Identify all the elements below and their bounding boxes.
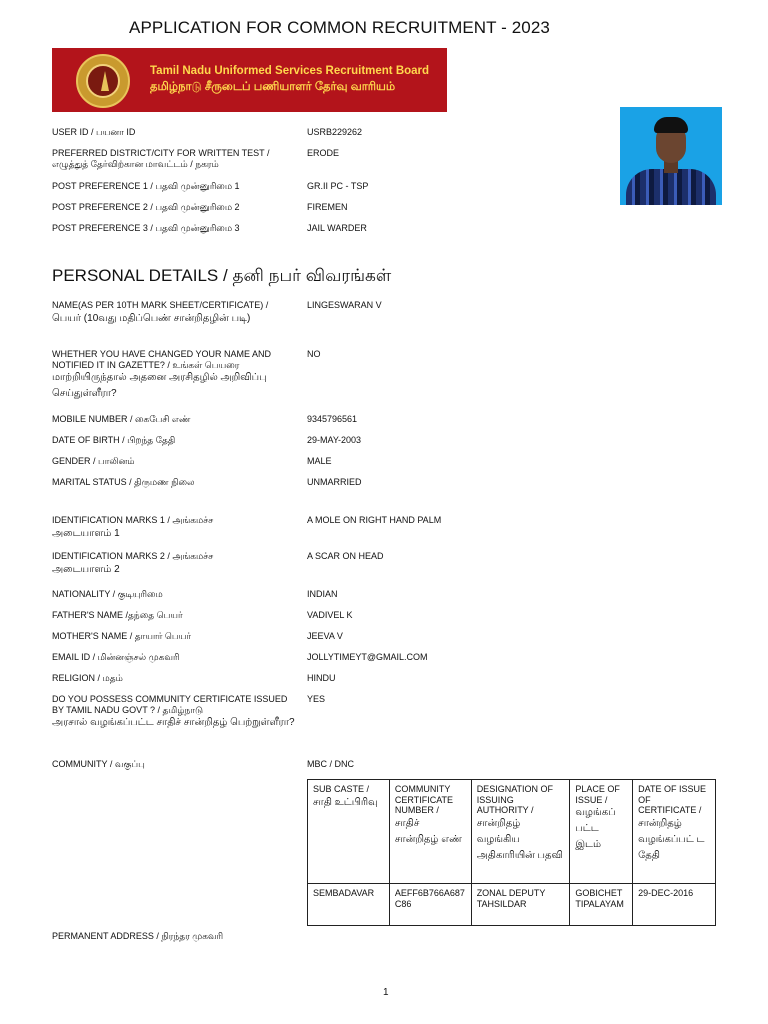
table-cell: 29-DEC-2016 [633, 884, 716, 926]
post-pref-1-label: POST PREFERENCE 1 / பதவி முன்னுரிமை 1 [52, 181, 240, 191]
table-header-row [308, 780, 716, 884]
nationality-label: NATIONALITY / குடியுரிமை [52, 589, 163, 599]
community-cert-value: YES [307, 694, 326, 704]
id-mark-1-label: IDENTIFICATION MARKS 1 / அங்கமச்ச அடையாளம் 1 [52, 515, 214, 539]
table-cell: SEMBADAVAR [308, 884, 390, 926]
table-header-cell: DESIGNATION OF ISSUING AUTHORITY / சான்றிதழ் வழங்கிய அதிகாரியின் பதவி [471, 780, 570, 884]
mother-name-value: JEEVA V [307, 631, 343, 641]
father-name-label: FATHER'S NAME /தந்தை பெயர் [52, 610, 183, 620]
dob-label: DATE OF BIRTH / பிறந்த தேதி [52, 435, 176, 445]
table-header-cell: PLACE OF ISSUE / வழங்கப் பட்ட இடம் [570, 780, 633, 884]
table-header-cell: SUB CASTE / சாதி உட்பிரிவு [308, 780, 390, 884]
page-title: APPLICATION FOR COMMON RECRUITMENT - 2023 [129, 18, 550, 37]
table-cell: ZONAL DEPUTY TAHSILDAR [471, 884, 570, 926]
gender-label: GENDER / பாலினம் [52, 456, 135, 466]
board-banner [52, 48, 447, 112]
user-id-label: USER ID / பயனா ID [52, 127, 136, 137]
table-cell: AEFF6B766A687C86 [389, 884, 471, 926]
email-value: JOLLYTIMEYT@GMAIL.COM [307, 652, 428, 662]
nationality-value: INDIAN [307, 589, 338, 599]
tnusrb-emblem-icon [76, 54, 130, 108]
father-name-value: VADIVEL K [307, 610, 353, 620]
religion-value: HINDU [307, 673, 336, 683]
mother-name-label: MOTHER'S NAME / தாயார் பெயர் [52, 631, 192, 641]
district-value: ERODE [307, 148, 340, 158]
name-value: LINGESWARAN V [307, 300, 382, 310]
banner-tamil: தமிழ்நாடு சீருடைப் பணியாளர் தேர்வு வாரியம் [150, 81, 396, 93]
district-label: PREFERRED DISTRICT/CITY FOR WRITTEN TEST / எழுத்துத் தேர்விற்கான மாவட்டம் / நகரம் [52, 148, 270, 169]
email-label: EMAIL ID / மின்னஞ்சல் முகவரி [52, 652, 180, 662]
page-number: 1 [383, 987, 389, 998]
table-header-cell: COMMUNITY CERTIFICATE NUMBER / சாதிச் சான்றிதழ் எண் [389, 780, 471, 884]
table-cell: GOBICHETTIPALAYAM [570, 884, 633, 926]
community-cert-label: DO YOU POSSESS COMMUNITY CERTIFICATE ISSUED BY TAMIL NADU GOVT ? / தமிழ்நாடு அரசால் வழங்கப்பட்ட சாதிச் சான்றிதழ் பெற்றுள்ளீரா? [52, 694, 295, 728]
name-changed-value: NO [307, 349, 321, 359]
table-header-cell: DATE OF ISSUE OF CERTIFICATE / சான்றிதழ் வழங்கப்பட் ட தேதி [633, 780, 716, 884]
personal-details-heading: PERSONAL DETAILS / தனி நபர் விவரங்கள் [52, 266, 392, 285]
post-pref-3-value: JAIL WARDER [307, 223, 367, 233]
id-mark-2-value: A SCAR ON HEAD [307, 551, 384, 561]
mobile-value: 9345796561 [307, 414, 358, 424]
marital-label: MARITAL STATUS / திருமண நிலை [52, 477, 195, 487]
permanent-address-label: PERMANENT ADDRESS / நிரந்தர முகவரி [52, 931, 224, 941]
post-pref-2-value: FIREMEN [307, 202, 348, 212]
banner-english: Tamil Nadu Uniformed Services Recruitment Board [150, 65, 430, 77]
community-certificate-table [307, 779, 716, 926]
post-pref-3-label: POST PREFERENCE 3 / பதவி முன்னுரிமை 3 [52, 223, 240, 233]
community-label: COMMUNITY / வகுப்பு [52, 759, 145, 769]
post-pref-2-label: POST PREFERENCE 2 / பதவி முன்னுரிமை 2 [52, 202, 240, 212]
id-mark-1-value: A MOLE ON RIGHT HAND PALM [307, 515, 442, 525]
gender-value: MALE [307, 456, 332, 466]
name-label: NAME(AS PER 10TH MARK SHEET/CERTIFICATE) / பெயர் (10வது மதிப்பெண் சான்றிதழின் படி) [52, 300, 269, 324]
marital-value: UNMARRIED [307, 477, 362, 487]
dob-value: 29-MAY-2003 [307, 435, 362, 445]
id-mark-2-label: IDENTIFICATION MARKS 2 / அங்கமச்ச அடையாளம் 2 [52, 551, 214, 575]
post-pref-1-value: GR.II PC - TSP [307, 181, 369, 191]
user-id-value: USRB229262 [307, 127, 363, 137]
applicant-photo [620, 107, 722, 205]
community-value: MBC / DNC [307, 759, 354, 769]
mobile-label: MOBILE NUMBER / கைபேசி எண் [52, 414, 191, 424]
table-row [308, 884, 716, 926]
name-changed-label: WHETHER YOU HAVE CHANGED YOUR NAME AND NOTIFIED IT IN GAZETTE? / உங்கள் பெயரை மாற்றியிருந்தால் அதனை அரசிதழில் அறிவிப்பு செய்துள்ளீரா? [52, 349, 272, 399]
religion-label: RELIGION / மதம் [52, 673, 123, 683]
